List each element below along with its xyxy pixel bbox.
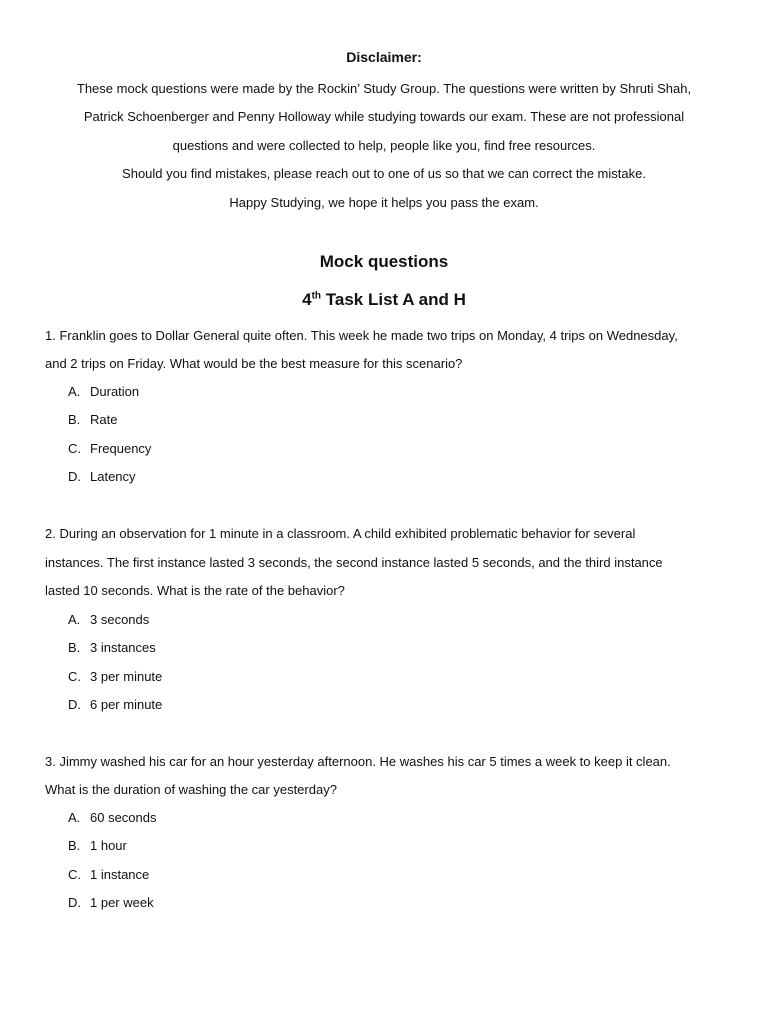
question-3-option-a	[68, 809, 157, 827]
option-text: 1 instance	[90, 867, 150, 882]
question-2-option-c	[68, 668, 162, 686]
question-3-line: What is the duration of washing the car yesterday?	[45, 782, 337, 797]
option-text: 1 hour	[90, 838, 127, 853]
question-2-option-a	[68, 611, 149, 629]
question-1-line: 1. Franklin goes to Dollar General quite often. This week he made two trips on Monday, 4 trips on Wednesday,	[45, 328, 678, 343]
option-text: 1 per week	[90, 895, 154, 910]
option-letter: B.	[68, 640, 81, 655]
disclaimer-title: Disclaimer:	[346, 49, 422, 65]
option-text: 6 per minute	[90, 697, 163, 712]
option-letter: A.	[68, 612, 81, 627]
question-3-option-c	[68, 866, 149, 884]
question-1-option-a	[68, 383, 139, 401]
disclaimer-line: questions and were collected to help, people like you, find free resources.	[172, 138, 596, 153]
question-3-line: 3. Jimmy washed his car for an hour yesterday afternoon. He washes his car 5 times a week to keep it clean.	[45, 754, 671, 769]
option-text: 3 seconds	[90, 612, 150, 627]
option-letter: A.	[68, 384, 81, 399]
subtitle-text: Task List A and H	[321, 290, 466, 309]
option-letter: C.	[68, 441, 81, 456]
option-letter: B.	[68, 412, 81, 427]
option-text: Duration	[90, 384, 140, 399]
disclaimer-line: Should you find mistakes, please reach out to one of us so that we can correct the mistake.	[122, 166, 646, 181]
option-letter: D.	[68, 469, 81, 484]
question-3-option-b	[68, 837, 127, 855]
subtitle-number: 4	[302, 290, 312, 309]
question-3-option-d	[68, 894, 154, 912]
question-1-line: and 2 trips on Friday. What would be the best measure for this scenario?	[45, 356, 463, 371]
option-text: 3 per minute	[90, 669, 163, 684]
option-letter: C.	[68, 669, 81, 684]
option-letter: B.	[68, 838, 81, 853]
option-letter: D.	[68, 697, 81, 712]
question-2-option-b	[68, 639, 156, 657]
option-text: 3 instances	[90, 640, 156, 655]
question-1-option-d	[68, 468, 136, 486]
page-subtitle	[0, 290, 768, 310]
question-2-line: instances. The first instance lasted 3 seconds, the second instance lasted 5 seconds, and the third instance	[45, 555, 663, 570]
option-letter: A.	[68, 810, 81, 825]
page-title: Mock questions	[319, 252, 449, 271]
question-1-option-c	[68, 440, 151, 458]
disclaimer-line: Patrick Schoenberger and Penny Holloway while studying towards our exam. These are not professional	[83, 109, 685, 124]
option-text: 60 seconds	[90, 810, 157, 825]
question-1-option-b	[68, 411, 117, 429]
disclaimer-line: These mock questions were made by the Rockin’ Study Group. The questions were written by Shruti Shah,	[76, 81, 692, 96]
option-letter: D.	[68, 895, 81, 910]
question-2-line: 2. During an observation for 1 minute in a classroom. A child exhibited problematic behavior for several	[45, 526, 636, 541]
disclaimer-line: Happy Studying, we hope it helps you pass the exam.	[229, 195, 539, 210]
question-2-line: lasted 10 seconds. What is the rate of the behavior?	[45, 583, 345, 598]
question-2-option-d	[68, 696, 162, 714]
option-text: Rate	[90, 412, 118, 427]
option-text: Latency	[90, 469, 136, 484]
subtitle-superscript: th	[311, 290, 322, 302]
option-text: Frequency	[90, 441, 152, 456]
option-letter: C.	[68, 867, 81, 882]
